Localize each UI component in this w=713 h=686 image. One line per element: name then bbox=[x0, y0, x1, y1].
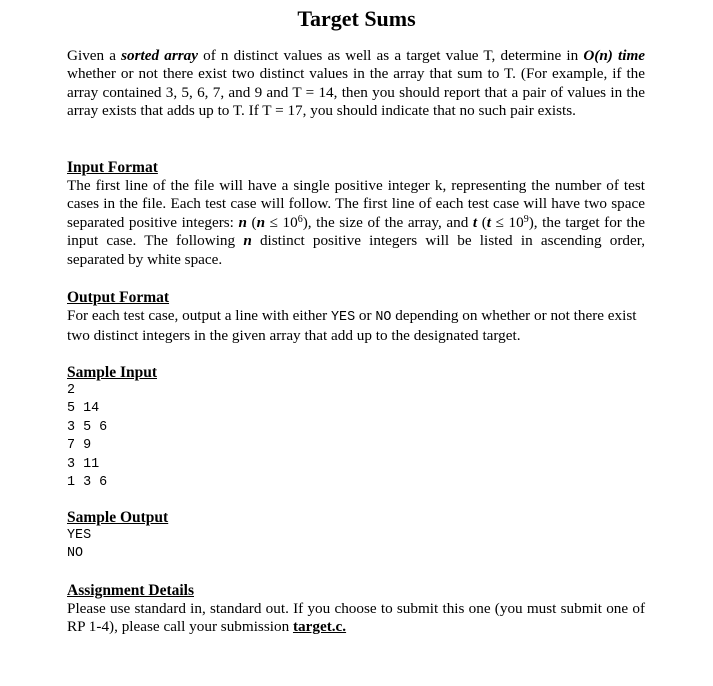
assignment-details-heading: Assignment Details bbox=[67, 582, 195, 599]
input-format-text-6: ≤ 10 bbox=[491, 213, 524, 231]
intro-text-1: Given a bbox=[67, 47, 122, 64]
input-format-text-2: ( bbox=[246, 213, 257, 231]
input-format-text-8: distinct positive integers will be listed in ascending order, separated by white space. bbox=[67, 232, 645, 268]
sample-input-section bbox=[67, 364, 645, 492]
intro-paragraph bbox=[67, 47, 645, 121]
sample-output-section bbox=[67, 509, 645, 564]
assignment-text: Please use standard in, standard out. If you choose to submit this one (you must submit one of RP 1-4), please call your submission bbox=[67, 600, 645, 636]
sample-input-heading: Sample Input bbox=[67, 364, 158, 381]
sample-input-line: 1 3 6 bbox=[67, 475, 108, 491]
output-format-text-2: or bbox=[355, 307, 376, 324]
output-format-section bbox=[67, 289, 645, 346]
input-format-text-1: The first line of the file will have a single positive integer k, representing the number of test cases in the file. Each test case will follow. The first line of each test case will have two space separated positive integers: bbox=[67, 177, 645, 231]
time-emphasis: time bbox=[618, 47, 645, 64]
sample-input-line: 3 5 6 bbox=[67, 419, 108, 435]
input-format-text-5: ( bbox=[477, 213, 487, 231]
output-format-text-3: depending on whether or not there exist two distinct integers in the given array that add up to the designated target. bbox=[67, 307, 637, 345]
output-format-text-1: For each test case, output a line with either bbox=[67, 307, 332, 324]
sorted-array-emphasis: sorted array bbox=[121, 47, 198, 64]
output-format-heading: Output Format bbox=[67, 289, 170, 306]
var-n: n bbox=[238, 213, 247, 231]
sample-input-line: 3 11 bbox=[67, 456, 100, 472]
intro-text-2: of n distinct values as well as a target value T, determine in bbox=[198, 47, 584, 64]
input-format-text-7: ), the target for the input case. The following bbox=[67, 213, 645, 250]
no-literal: NO bbox=[375, 310, 392, 325]
input-format-heading: Input Format bbox=[67, 159, 158, 176]
exponent-9: 9 bbox=[523, 213, 529, 225]
sample-output-line: YES bbox=[67, 528, 92, 543]
exponent-6: 6 bbox=[297, 213, 303, 225]
page-title: Target Sums bbox=[297, 6, 416, 31]
sample-output-heading: Sample Output bbox=[67, 509, 169, 526]
assignment-details-section bbox=[67, 582, 645, 637]
sample-input-line: 5 14 bbox=[67, 401, 100, 417]
submission-filename: target.c. bbox=[292, 618, 347, 636]
var-n: n bbox=[243, 232, 252, 250]
sample-output-line: NO bbox=[67, 546, 84, 562]
var-n: n bbox=[256, 213, 266, 231]
var-t: t bbox=[486, 213, 492, 231]
input-format-text-3: ≤ 10 bbox=[265, 213, 298, 231]
sample-input-line: 7 9 bbox=[67, 438, 92, 454]
sample-input-line: 2 bbox=[67, 383, 76, 398]
input-format-section bbox=[67, 159, 645, 269]
yes-literal: YES bbox=[331, 310, 356, 325]
input-format-text-4: ), the size of the array, and bbox=[302, 213, 473, 231]
complexity-emphasis: O(n) bbox=[583, 47, 613, 64]
intro-text-4: whether or not there exist two distinct values in the array that sum to T. (For example, if the array contained 3, 5, 6, 7, and 9 and T = 14, then you should report that a pair of values in the array exists that adds up to T. If T = 17, you should indicate that no such pair exists. bbox=[67, 65, 645, 120]
var-t: t bbox=[472, 213, 478, 231]
